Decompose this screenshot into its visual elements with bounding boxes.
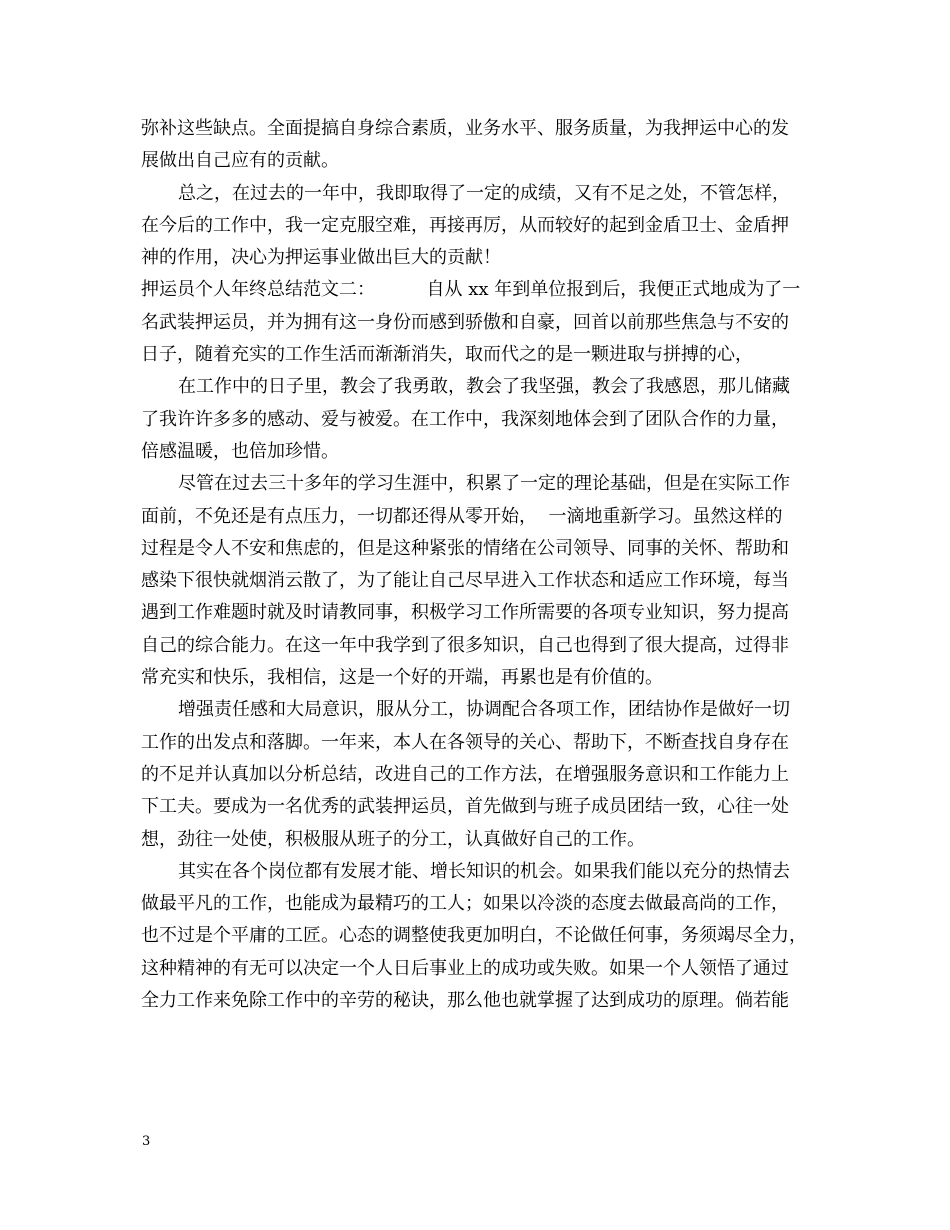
- text-line: 在工作中的日子里，教会了我勇敢，教会了我坚强，教会了我感恩，那儿储藏: [178, 376, 790, 398]
- text-line: 下工夫。要成为一名优秀的武装押运员，首先做到与班子成员团结一致，心往一处: [141, 796, 789, 818]
- text-line: 面前，不免还是有点压力，一切都还得从零开始， 一滴地重新学习。虽然这样的: [141, 505, 783, 527]
- text-line: 名武装押运员，并为拥有这一身份而感到骄傲和自豪，回首以前那些焦急与不安的: [141, 311, 789, 333]
- text-line: 神的作用，决心为押运事业做出巨大的贡献！: [141, 247, 501, 269]
- text-line: 展做出自己应有的贡献。: [141, 150, 339, 172]
- text-line: 的不足并认真加以分析总结，改进自己的工作方法，在增强服务意识和工作能力上: [141, 763, 789, 785]
- text-line: 常充实和快乐，我相信，这是一个好的开端，再累也是有价值的。: [141, 667, 663, 689]
- document-body: [141, 113, 813, 1017]
- text-line: 在今后的工作中，我一定克服空难，再接再厉，从而较好的起到金盾卫士、金盾押: [141, 214, 789, 236]
- text-line: 这种精神的有无可以决定一个人日后事业上的成功或失败。如果一个人领悟了通过: [141, 957, 789, 979]
- text-line: 自己的综合能力。在这一年中我学到了很多知识，自己也得到了很大提高，过得非: [141, 634, 789, 656]
- text-line: 全力工作来免除工作中的辛劳的秘诀，那么他也就掌握了达到成功的原理。倘若能: [141, 990, 789, 1012]
- text-line: 也不过是个平庸的工匠。心态的调整使我更加明白，不论做任何事，务须竭尽全力，: [141, 925, 807, 947]
- text-line: 其实在各个岗位都有发展才能、增长知识的机会。如果我们能以充分的热情去: [178, 860, 790, 882]
- text-line: 押运员个人年终总结范文二： 自从 xx 年到单位报到后，我便正式地成为了一: [141, 279, 801, 301]
- text-line: 倍感温暖，也倍加珍惜。: [141, 440, 339, 462]
- text-line: 做最平凡的工作，也能成为最精巧的工人；如果以冷淡的态度去做最高尚的工作，: [141, 893, 789, 915]
- text-line: 想，劲往一处使，积极服从班子的分工，认真做好自己的工作。: [141, 828, 645, 850]
- text-line: 遇到工作难题时就及时请教同事，积极学习工作所需要的各项专业知识，努力提高: [141, 602, 789, 624]
- text-line: 了我许许多多的感动、爱与被爱。在工作中，我深刻地体会到了团队合作的力量，: [141, 408, 789, 430]
- text-line: 感染下很快就烟消云散了，为了能让自己尽早进入工作状态和适应工作环境，每当: [141, 570, 789, 592]
- page-number: 3: [142, 1134, 151, 1149]
- text-line: 总之，在过去的一年中，我即取得了一定的成绩，又有不足之处，不管怎样，: [178, 182, 790, 204]
- text-line: 增强责任感和大局意识，服从分工，协调配合各项工作，团结协作是做好一切: [178, 699, 790, 721]
- text-line: 工作的出发点和落脚。一年来，本人在各领导的关心、帮助下，不断查找自身存在: [141, 731, 789, 753]
- text-line: 日子，随着充实的工作生活而渐渐消失，取而代之的是一颗进取与拼搏的心，: [141, 344, 753, 366]
- text-line: 尽管在过去三十多年的学习生涯中，积累了一定的理论基础，但是在实际工作: [178, 473, 790, 495]
- text-line: 弥补这些缺点。全面提搞自身综合素质，业务水平、服务质量，为我押运中心的发: [141, 118, 789, 139]
- text-line: 过程是令人不安和焦虑的，但是这种紧张的情绪在公司领导、同事的关怀、帮助和: [141, 537, 789, 559]
